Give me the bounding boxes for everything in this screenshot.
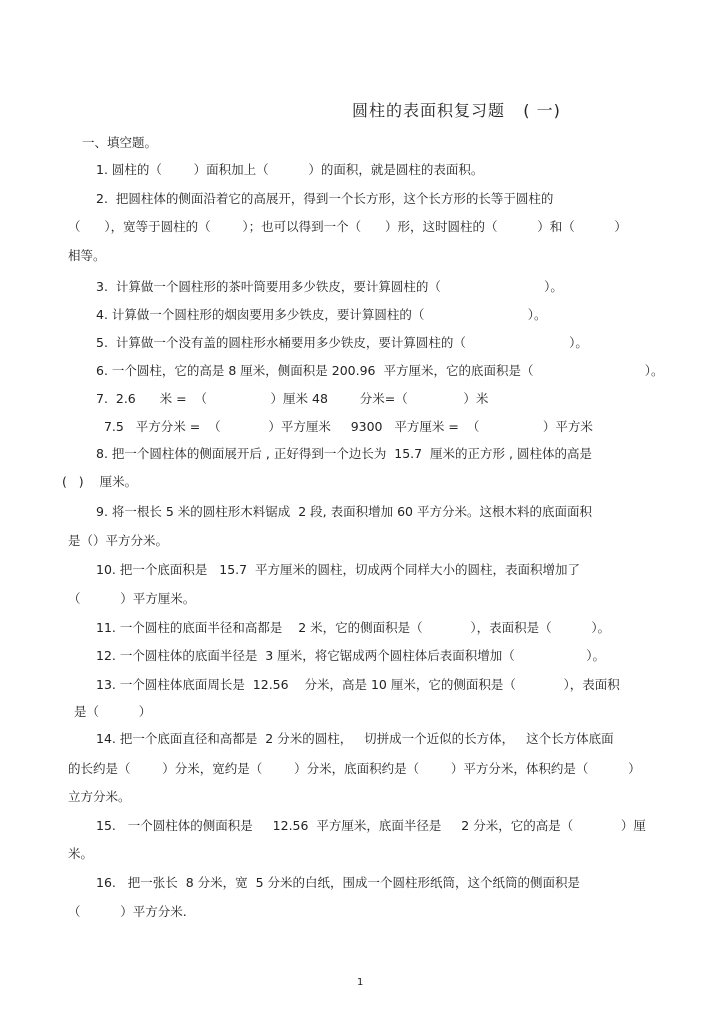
question-7-line-2: 7.5 平方分米 = （ ）平方厘米 9300 平方厘米 = （ ）平方米	[96, 419, 593, 434]
question-14-line-2: 的长约是（ ）分米，宽约是（ ）分米，底面积约是（ ）平方分米，体积约是（ ）	[68, 761, 641, 776]
question-2-line-1: 2. 把圆柱体的侧面沿着它的高展开，得到一个长方形，这个长方形的长等于圆柱的	[96, 191, 554, 206]
question-5-line-1: 5. 计算做一个没有盖的圆柱形水桶要用多少铁皮，要计算圆柱的（ ）。	[96, 335, 588, 350]
question-6-line-1: 6. 一个圆柱，它的高是 8 厘米，侧面积是 200.96 平方厘米，它的底面积是（ ）。	[96, 363, 664, 378]
question-9-line-1: 9. 将一根长 5 米的圆柱形木料锯成 2 段, 表面积增加 60 平方分米。这根木料的底面面积	[96, 504, 592, 519]
question-13-line-2: 是（ ）	[74, 704, 152, 719]
question-10-line-2: （ ）平方厘米。	[68, 591, 196, 606]
question-12-line-1: 12. 一个圆柱体的底面半径是 3 厘米，将它锯成两个圆柱体后表面积增加（ ）。	[96, 648, 605, 663]
question-3-line-1: 3. 计算做一个圆柱形的茶叶筒要用多少铁皮，要计算圆柱的（ ）。	[96, 279, 563, 294]
question-16-line-2: （ ）平方分米.	[68, 904, 187, 919]
question-14-line-3: 立方分米。	[68, 789, 131, 804]
question-15-line-1: 15. 一个圆柱体的侧面积是 12.56 平方厘米，底面半径是 2 分米，它的高是（ ）厘	[96, 818, 646, 833]
question-9-line-2: 是（）平方分米。	[68, 533, 169, 548]
question-8-line-1: 8. 把一个圆柱体的侧面展开后 , 正好得到一个边长为 15.7 厘米的正方形 , 圆柱体的高是	[96, 446, 592, 461]
question-11-line-1: 11. 一个圆柱的底面半径和高都是 2 米，它的侧面积是（ ），表面积是（ ）。	[96, 620, 611, 635]
question-16-line-1: 16. 把一张长 8 分米，宽 5 分米的白纸，围成一个圆柱形纸筒，这个纸筒的侧面积是	[96, 875, 581, 890]
section-heading: 一、填空题。	[82, 135, 158, 150]
question-15-line-2: 米。	[68, 846, 94, 861]
page-title: 圆柱的表面积复习题 ( 一)	[352, 101, 561, 120]
question-10-line-1: 10. 把一个底面积是 15.7 平方厘米的圆柱，切成两个同样大小的圆柱，表面积增加了	[96, 562, 581, 577]
question-7-line-1: 7. 2.6 米 = （ ）厘米 48 分米=（ ）米	[96, 391, 489, 406]
question-4-line-1: 4. 计算做一个圆柱形的烟囱要用多少铁皮，要计算圆柱的（ ）。	[96, 307, 547, 322]
question-2-line-3: 相等。	[68, 248, 106, 263]
question-14-line-1: 14. 把一个底面直径和高都是 2 分米的圆柱， 切拼成一个近似的长方体， 这个长方体底面	[96, 731, 614, 746]
question-2-line-2: （ ），宽等于圆柱的（ ）；也可以得到一个（ ）形，这时圆柱的（ ）和（ ）	[68, 219, 627, 234]
question-13-line-1: 13. 一个圆柱体底面周长是 12.56 分米，高是 10 厘米，它的侧面积是（ ），表面积	[96, 677, 620, 692]
page-number: 1	[357, 977, 364, 988]
question-8-line-2: ( ) 厘米。	[62, 474, 138, 489]
question-1-line-1: 1. 圆柱的（ ）面积加上（ ）的面积，就是圆柱的表面积。	[96, 162, 484, 177]
